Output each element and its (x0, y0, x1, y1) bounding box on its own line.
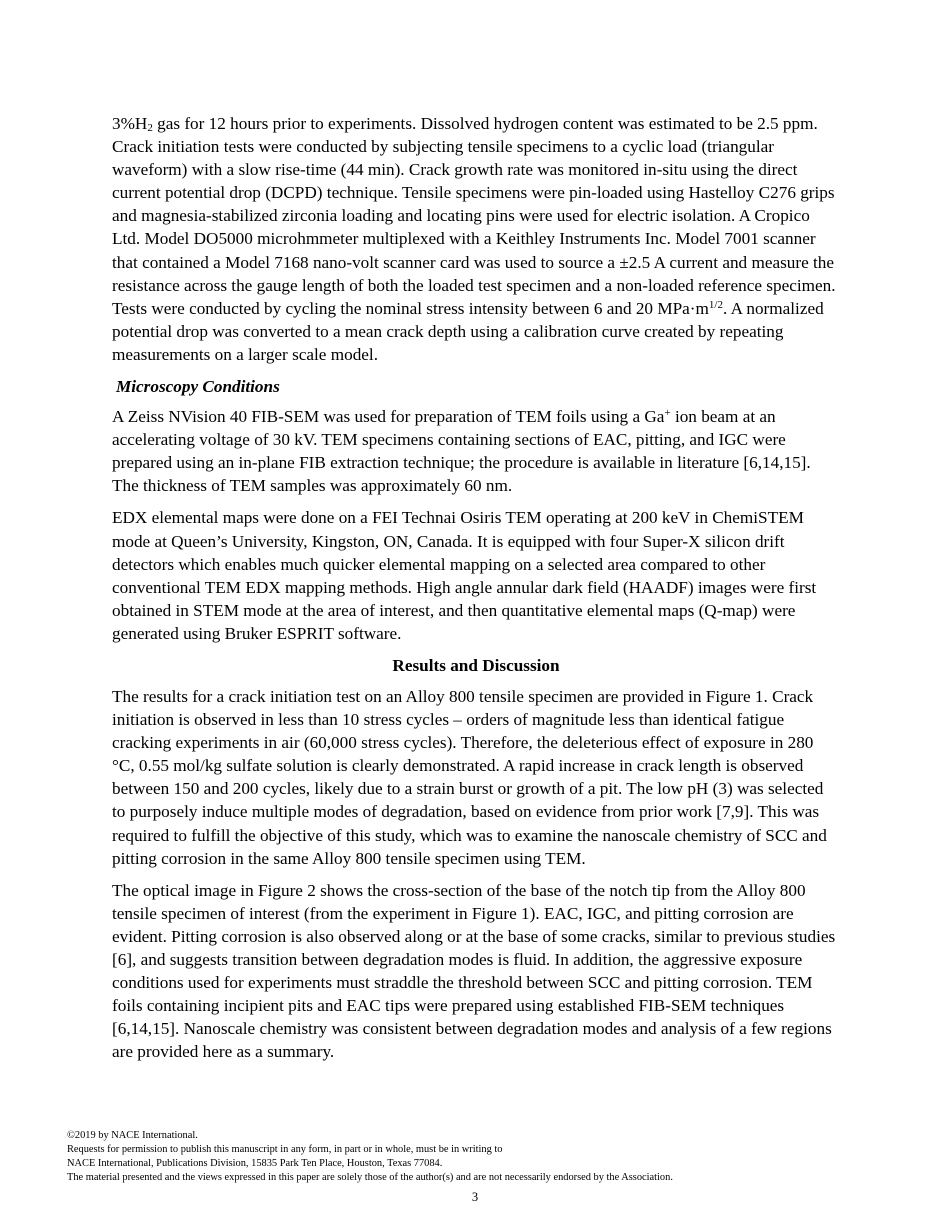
paragraph-test-procedure: $3\%H_2$ gas for 12 hours prior to experiments. Dissolved hydrogen content was estimated to be 2.5 ppm. Crack initiation tests were conducted by subjecting tensile specimens to a cyclic load (triangular waveform) with a slow rise-time (44 min). Crack growth rate was monitored in-situ using the direct current potential drop (DCPD) technique. Tensile specimens were pin-loaded using Hastelloy C276 grips and magnesia-stabilized zirconia loading and locating pins were used for electric isolation. A Cropico Ltd. Model DO5000 microhmmeter multiplexed with a Keithley Instruments Inc. Model 7001 scanner that contained a Model 7168 nano-volt scanner card was used to source a ±2.5 A current and measure the resistance across the gauge length of both the loaded test specimen and a non-loaded reference specimen. Tests were conducted by cycling the nominal stress intensity between 6 and 20 $MPa\cdot m^{1/2}$. A normalized potential drop was converted to a mean crack depth using a calibration curve created by repeating measurements on a larger scale model. (112, 114, 836, 364)
heading-results-discussion: Results and Discussion (392, 655, 560, 675)
footer-copyright: ©2019 by NACE International. (67, 1130, 198, 1141)
paragraph-fib-sem: A Zeiss NVision 40 FIB-SEM was used for preparation of TEM foils using a Ga+ ion beam at an accelerating voltage of 30 kV. TEM specimens containing sections of EAC, pitting, and IGC were prepared using an in-plane FIB extraction technique; the procedure is available in literature [6,14,15]. The thickness of TEM samples was approximately 60 nm. (112, 407, 811, 496)
paragraph-edx-maps: EDX elemental maps were done on a FEI Technai Osiris TEM operating at 200 keV in ChemiSTEM mode at Queen’s University, Kingston, ON, Canada. It is equipped with four Super-X silicon drift detectors which enables much quicker elemental mapping on a selected area compared to other conventional TEM EDX mapping methods. High angle annular dark field (HAADF) images were first obtained in STEM mode at the area of interest, and then quantitative elemental maps (Q-map) were generated using Bruker ESPRIT software. (112, 508, 817, 643)
footer-requests: Requests for permission to publish this manuscript in any form, in part or in whole, must be in writing to (67, 1143, 503, 1155)
footer-address: NACE International, Publications Division, 15835 Park Ten Place, Houston, Texas 77084. (67, 1157, 443, 1169)
footer-disclaimer: The material presented and the views expressed in this paper are solely those of the author(s) and are not necessarily endorsed by the Association. (67, 1171, 673, 1183)
copyright-footer (67, 1129, 887, 1185)
page-number: 3 (471, 1190, 479, 1204)
heading-microscopy-conditions: Microscopy Conditions (116, 377, 280, 397)
page-body (112, 112, 840, 1072)
paragraph-crack-initiation-results: The results for a crack initiation test on an Alloy 800 tensile specimen are provided in Figure 1. Crack initiation is observed in less than 10 stress cycles – orders of magnitude less than identical fatigue cracking experiments in air (60,000 stress cycles). Therefore, the deleterious effect of exposure in 280 °C, 0.55 mol/kg sulfate solution is clearly demonstrated. A rapid increase in crack length is observed between 150 and 200 cycles, likely due to a strain burst or growth of a pit. The low pH (3) was selected to purposely induce multiple modes of degradation, based on evidence from prior work [7,9]. This was required to fulfill the objective of this study, which was to examine the nanoscale chemistry of SCC and pitting corrosion in the same Alloy 800 tensile specimen using TEM. (112, 686, 827, 868)
paragraph-optical-image: The optical image in Figure 2 shows the cross-section of the base of the notch tip from the Alloy 800 tensile specimen of interest (from the experiment in Figure 1). EAC, IGC, and pitting corrosion are evident. Pitting corrosion is also observed along or at the base of some cracks, similar to previous studies [6], and suggests transition between degradation modes is fluid. In addition, the aggressive exposure conditions used for experiments must straddle the threshold between SCC and pitting corrosion. TEM foils containing incipient pits and EAC tips were prepared using established FIB-SEM techniques [6,14,15]. Nanoscale chemistry was consistent between degradation modes and analysis of a few regions are provided here as a summary. (112, 880, 836, 1062)
